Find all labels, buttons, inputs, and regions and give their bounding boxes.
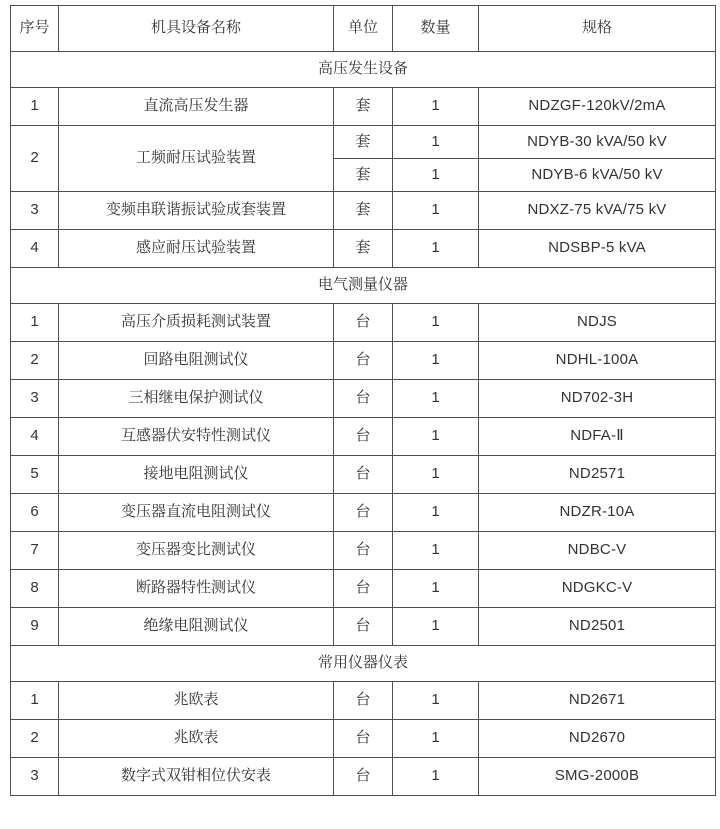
table-row — [11, 494, 716, 532]
cell-name: 直流高压发生器 — [59, 88, 334, 126]
section-row — [11, 52, 716, 88]
cell-qty: 1 — [393, 342, 479, 380]
cell-spec: NDYB-6 kVA/50 kV — [479, 159, 716, 192]
cell-unit: 台 — [334, 682, 393, 720]
table-row — [11, 682, 716, 720]
table-row — [11, 230, 716, 268]
cell-seq: 3 — [11, 758, 59, 796]
cell-spec: ND2670 — [479, 720, 716, 758]
cell-name: 数字式双钳相位伏安表 — [59, 758, 334, 796]
section-title: 高压发生设备 — [11, 52, 716, 88]
cell-qty: 1 — [393, 304, 479, 342]
cell-qty: 1 — [393, 532, 479, 570]
cell-unit: 台 — [334, 720, 393, 758]
cell-spec: ND702-3H — [479, 380, 716, 418]
cell-qty: 1 — [393, 494, 479, 532]
col-header-spec: 规格 — [479, 6, 716, 52]
cell-spec: NDHL-100A — [479, 342, 716, 380]
table-row — [11, 418, 716, 456]
cell-name: 断路器特性测试仪 — [59, 570, 334, 608]
cell-qty: 1 — [393, 230, 479, 268]
cell-spec: NDFA-Ⅱ — [479, 418, 716, 456]
cell-name: 接地电阻测试仪 — [59, 456, 334, 494]
cell-unit: 台 — [334, 418, 393, 456]
cell-spec: NDBC-V — [479, 532, 716, 570]
cell-name: 工频耐压试验装置 — [59, 126, 334, 192]
cell-seq: 6 — [11, 494, 59, 532]
col-header-qty: 数量 — [393, 6, 479, 52]
cell-unit: 台 — [334, 758, 393, 796]
cell-qty: 1 — [393, 456, 479, 494]
section-title: 电气测量仪器 — [11, 268, 716, 304]
cell-spec: ND2671 — [479, 682, 716, 720]
cell-qty: 1 — [393, 126, 479, 159]
table-row — [11, 304, 716, 342]
col-header-name: 机具设备名称 — [59, 6, 334, 52]
table-row — [11, 342, 716, 380]
cell-spec: NDYB-30 kVA/50 kV — [479, 126, 716, 159]
cell-unit: 套 — [334, 88, 393, 126]
cell-unit: 台 — [334, 380, 393, 418]
table-row — [11, 126, 716, 159]
cell-unit: 套 — [334, 159, 393, 192]
cell-name: 变压器变比测试仪 — [59, 532, 334, 570]
cell-seq: 1 — [11, 88, 59, 126]
cell-name: 回路电阻测试仪 — [59, 342, 334, 380]
cell-qty: 1 — [393, 380, 479, 418]
cell-seq: 2 — [11, 126, 59, 192]
cell-spec: NDGKC-V — [479, 570, 716, 608]
cell-seq: 3 — [11, 380, 59, 418]
cell-qty: 1 — [393, 720, 479, 758]
equipment-table — [10, 5, 716, 796]
cell-seq: 2 — [11, 720, 59, 758]
cell-spec: NDJS — [479, 304, 716, 342]
cell-seq: 9 — [11, 608, 59, 646]
cell-qty: 1 — [393, 682, 479, 720]
cell-qty: 1 — [393, 608, 479, 646]
cell-name: 变频串联谐振试验成套装置 — [59, 192, 334, 230]
cell-qty: 1 — [393, 192, 479, 230]
cell-unit: 台 — [334, 342, 393, 380]
cell-unit: 台 — [334, 304, 393, 342]
cell-seq: 4 — [11, 418, 59, 456]
table-row — [11, 570, 716, 608]
section-title: 常用仪器仪表 — [11, 646, 716, 682]
cell-unit: 台 — [334, 494, 393, 532]
cell-qty: 1 — [393, 570, 479, 608]
cell-seq: 7 — [11, 532, 59, 570]
cell-spec: ND2571 — [479, 456, 716, 494]
section-row — [11, 646, 716, 682]
table-row — [11, 720, 716, 758]
cell-name: 变压器直流电阻测试仪 — [59, 494, 334, 532]
cell-unit: 套 — [334, 230, 393, 268]
table-row — [11, 608, 716, 646]
cell-unit: 套 — [334, 192, 393, 230]
cell-spec: NDXZ-75 kVA/75 kV — [479, 192, 716, 230]
cell-unit: 台 — [334, 456, 393, 494]
cell-spec: SMG-2000B — [479, 758, 716, 796]
cell-unit: 台 — [334, 532, 393, 570]
col-header-seq: 序号 — [11, 6, 59, 52]
cell-spec: ND2501 — [479, 608, 716, 646]
cell-name: 兆欧表 — [59, 682, 334, 720]
cell-unit: 台 — [334, 570, 393, 608]
cell-seq: 3 — [11, 192, 59, 230]
cell-name: 三相继电保护测试仪 — [59, 380, 334, 418]
cell-name: 感应耐压试验装置 — [59, 230, 334, 268]
cell-seq: 4 — [11, 230, 59, 268]
cell-name: 兆欧表 — [59, 720, 334, 758]
cell-seq: 5 — [11, 456, 59, 494]
table-header-row — [11, 6, 716, 52]
table-row — [11, 758, 716, 796]
section-row — [11, 268, 716, 304]
cell-qty: 1 — [393, 88, 479, 126]
cell-seq: 2 — [11, 342, 59, 380]
table-row — [11, 456, 716, 494]
cell-qty: 1 — [393, 758, 479, 796]
cell-name: 绝缘电阻测试仪 — [59, 608, 334, 646]
table-row — [11, 532, 716, 570]
table-row — [11, 192, 716, 230]
cell-seq: 1 — [11, 304, 59, 342]
cell-unit: 台 — [334, 608, 393, 646]
table-row — [11, 380, 716, 418]
cell-qty: 1 — [393, 159, 479, 192]
cell-spec: NDZR-10A — [479, 494, 716, 532]
cell-spec: NDZGF-120kV/2mA — [479, 88, 716, 126]
cell-seq: 1 — [11, 682, 59, 720]
cell-spec: NDSBP-5 kVA — [479, 230, 716, 268]
col-header-unit: 单位 — [334, 6, 393, 52]
table-row — [11, 88, 716, 126]
cell-name: 高压介质损耗测试装置 — [59, 304, 334, 342]
cell-qty: 1 — [393, 418, 479, 456]
cell-name: 互感器伏安特性测试仪 — [59, 418, 334, 456]
cell-seq: 8 — [11, 570, 59, 608]
cell-unit: 套 — [334, 126, 393, 159]
